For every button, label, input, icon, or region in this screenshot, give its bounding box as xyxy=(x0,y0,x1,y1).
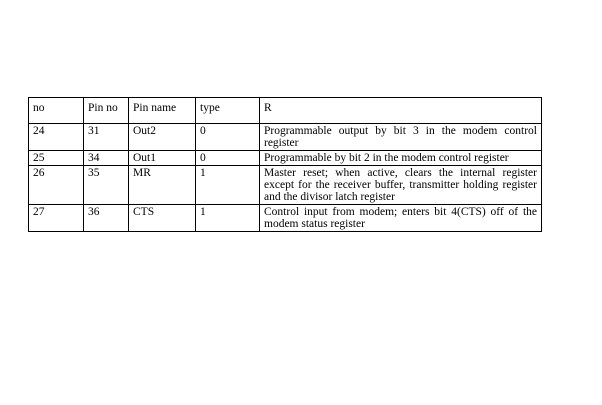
cell-pin-name: Out1 xyxy=(129,151,196,166)
cell-description: Programmable output by bit 3 in the modem control register xyxy=(260,124,542,151)
cell-description: Master reset; when active, clears the internal register except for the receiver buffer, transmitter holding register and the divisor latch register xyxy=(260,166,542,205)
cell-type: 0 xyxy=(196,151,260,166)
cell-description: Control input from modem; enters bit 4(CTS) off of the modem status register xyxy=(260,205,542,232)
cell-no: 27 xyxy=(29,205,84,232)
cell-no: 24 xyxy=(29,124,84,151)
cell-pin-name: Out2 xyxy=(129,124,196,151)
cell-pin-no: 36 xyxy=(84,205,129,232)
cell-pin-no: 34 xyxy=(84,151,129,166)
table-row xyxy=(29,166,542,205)
header-pin-no: Pin no xyxy=(84,98,129,124)
table-row xyxy=(29,205,542,232)
header-type: type xyxy=(196,98,260,124)
cell-pin-no: 31 xyxy=(84,124,129,151)
cell-pin-no: 35 xyxy=(84,166,129,205)
pin-table xyxy=(28,97,542,232)
header-no: no xyxy=(29,98,84,124)
cell-no: 26 xyxy=(29,166,84,205)
cell-type: 1 xyxy=(196,166,260,205)
pin-table-header xyxy=(29,98,542,124)
cell-no: 25 xyxy=(29,151,84,166)
cell-pin-name: MR xyxy=(129,166,196,205)
pin-table-body xyxy=(29,124,542,232)
cell-pin-name: CTS xyxy=(129,205,196,232)
table-row xyxy=(29,151,542,166)
header-row xyxy=(29,98,542,124)
cell-type: 1 xyxy=(196,205,260,232)
cell-description: Programmable by bit 2 in the modem control register xyxy=(260,151,542,166)
header-r: R xyxy=(260,98,542,124)
cell-type: 0 xyxy=(196,124,260,151)
table-row xyxy=(29,124,542,151)
header-pin-name: Pin name xyxy=(129,98,196,124)
